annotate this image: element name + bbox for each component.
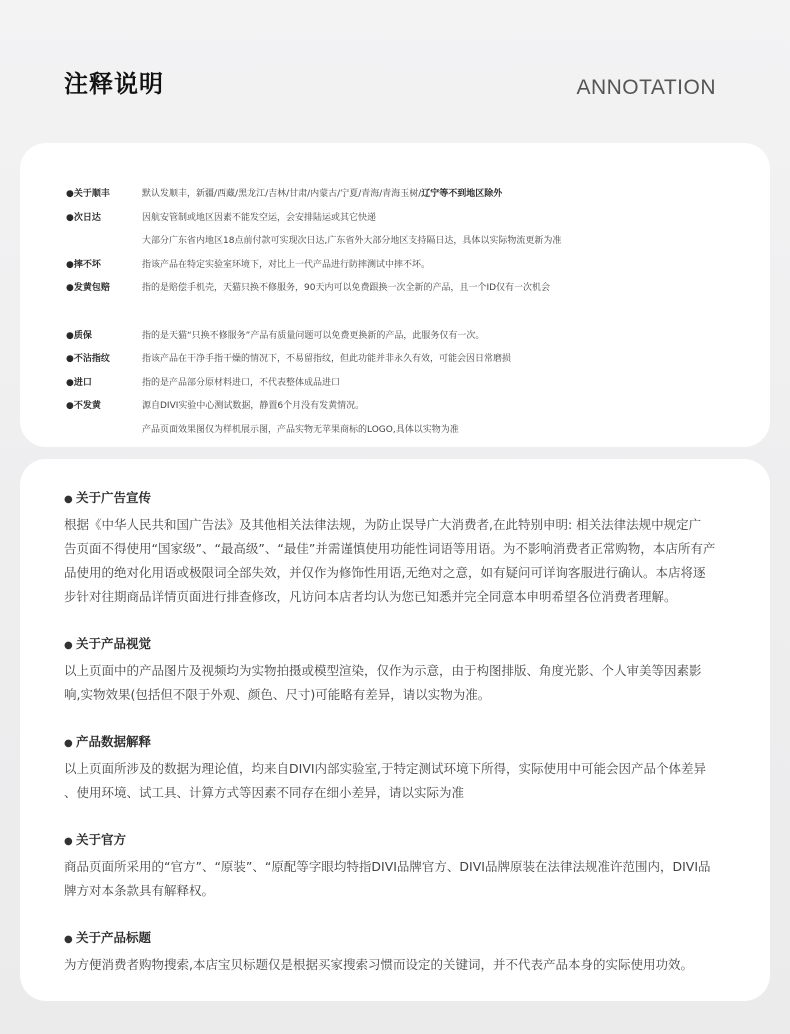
notice-section: [64, 729, 730, 805]
notice-body-line: 、使用环境、试工具、计算方式等因素不同存在细小差异，请以实际为准: [64, 785, 465, 800]
bullet-icon: ●: [66, 283, 74, 293]
notice-section-title-text: 产品数据解释: [76, 734, 152, 749]
term-label: [66, 325, 142, 349]
group-spacer: [66, 301, 770, 325]
term-description-text: 因航安管制或地区因素不能发空运，会安排陆运或其它快递: [142, 212, 377, 223]
bullet-icon: ●: [66, 259, 74, 270]
notice-body-line: 品使用的绝对化用语或极限词全部失效，并仅作为修饰性用语,无绝对之意，如有疑问可详询客服进行确认。本店将逐: [64, 565, 706, 580]
notice-section-title: [64, 485, 730, 513]
term-label-text: 进口: [73, 377, 92, 388]
term-description-text: 指的是赔偿手机壳，天猫只换不修服务，90天内可以免费跟换一次全新的产品，且一个ID仅有一次机会: [142, 283, 551, 293]
term-label-text: 不发黄: [73, 401, 101, 411]
notice-body-line: 根据《中华人民共和国广告法》及其他相关法律法规，为防止误导广大消费者,在此特别申明: 相关法律法规中规定广: [64, 517, 702, 532]
term-label: [66, 348, 142, 372]
bullet-icon: ●: [64, 738, 73, 749]
term-description-text: 指该产品在特定实验室环境下，对比上一代产品进行防摔测试中摔不坏。: [142, 259, 431, 270]
notice-section-title: [64, 631, 730, 659]
notice-body-line: 以上页面中的产品图片及视频均为实物拍摄或模型渲染，仅作为示意，由于构图排版、角度光影、个人审美等因素影: [64, 663, 702, 678]
term-row: [66, 325, 770, 349]
notice-section-body: [64, 953, 730, 977]
term-label-text: 发黄包赔: [73, 283, 110, 293]
notice-section: [64, 485, 730, 609]
term-row: [66, 254, 770, 278]
term-description: [142, 207, 376, 231]
term-label: [66, 277, 142, 301]
notice-section: [64, 827, 730, 903]
term-description: [142, 254, 430, 278]
notice-section-title: [64, 729, 730, 757]
term-description: [142, 395, 364, 419]
term-label-text: 摔不坏: [73, 259, 101, 270]
notice-body-line: 告页面不得使用“国家级”、“最高级”、“最佳”并需谨慎使用功能性词语等用语。为不影响消费者正常购物，本店所有产: [64, 541, 716, 556]
term-description: [142, 325, 484, 349]
term-description-text: 指的是产品部分原材料进口，不代表整体成品进口: [142, 377, 341, 388]
term-label: [66, 183, 142, 207]
notice-section-body: [64, 757, 730, 805]
term-label: [66, 207, 142, 231]
notice-section-body: [64, 659, 730, 707]
notice-section-body: [64, 513, 730, 609]
term-label: [66, 395, 142, 419]
term-label: [66, 254, 142, 278]
notice-section-body: [64, 855, 730, 903]
bullet-icon: ●: [64, 494, 73, 505]
term-extra-line: 产品页面效果图仅为样机展示图，产品实物无苹果商标的LOGO,具体以实物为准: [142, 424, 459, 435]
term-row: [66, 277, 770, 301]
bullet-icon: ●: [66, 212, 74, 223]
notice-body-line: 响,实物效果(包括但不限于外观、颜色、尺寸)可能略有差异，请以实物为准。: [64, 687, 491, 702]
bullet-icon: ●: [66, 189, 74, 199]
notice-section: [64, 631, 730, 707]
bullet-icon: ●: [64, 836, 73, 847]
term-label-text: 质保: [73, 330, 92, 341]
term-row: [66, 395, 770, 419]
term-row: [66, 348, 770, 372]
notice-body-line: 牌方对本条款具有解释权。: [64, 883, 215, 898]
bullet-icon: ●: [66, 401, 74, 411]
term-description: [142, 183, 502, 207]
notice-section: [64, 925, 730, 977]
term-description-text: 默认发顺丰，新疆/西藏/黑龙江/吉林/甘肃/内蒙古/宁夏/青海/青海玉树/: [142, 189, 422, 199]
term-label-text: 不沾指纹: [73, 354, 110, 364]
page-title: 注释说明: [64, 70, 164, 98]
bullet-icon: ●: [66, 330, 74, 341]
notice-body-line: 为方便消费者购物搜索,本店宝贝标题仅是根据买家搜索习惯而设定的关键词，并不代表产品本身的实际使用功效。: [64, 957, 693, 972]
notice-body-line: 步针对往期商品详情页面进行排查修改，凡访问本店者均认为您已知悉并完全同意本申明希望各位消费者理解。: [64, 589, 677, 604]
term-description-emphasis: 辽宁等不到地区除外: [421, 189, 503, 199]
term-row: [66, 183, 770, 207]
term-label: [66, 372, 142, 396]
notice-body-line: 以上页面所涉及的数据为理论值，均来自DIVI内部实验室,于特定测试环境下所得，实际使用中可能会因产品个体差异: [64, 761, 707, 776]
bullet-icon: ●: [64, 640, 73, 651]
notice-section-title: [64, 827, 730, 855]
bullet-icon: ●: [66, 354, 74, 364]
notice-section-title: [64, 925, 730, 953]
term-description-text: 源自DIVI实验中心测试数据，静置6个月没有发黄情况。: [142, 401, 365, 411]
term-description: [142, 372, 340, 396]
bullet-icon: ●: [64, 934, 73, 945]
term-label-text: 关于顺丰: [73, 189, 110, 199]
notice-body-line: 商品页面所采用的“官方”、“原装”、“原配等字眼均特指DIVI品牌官方、DIVI品牌原装在法律法规准许范围内，DIVI品: [64, 859, 711, 874]
bullet-icon: ●: [66, 377, 74, 388]
term-description: [142, 348, 511, 372]
notices-card: [20, 459, 770, 1001]
term-label-text: 次日达: [73, 212, 101, 223]
term-description: [142, 277, 550, 301]
notice-section-title-text: 关于官方: [76, 832, 127, 847]
notice-section-title-text: 关于产品视觉: [76, 636, 152, 651]
term-row: [66, 207, 770, 231]
term-row: [66, 372, 770, 396]
page-title-en: ANNOTATION: [576, 76, 716, 99]
terms-card: [20, 143, 770, 447]
term-extra-line: 大部分广东省内地区18点前付款可实现次日达,广东省外大部分地区支持隔日达，具体以实际物流更新为准: [142, 236, 562, 246]
notice-section-title-text: 关于广告宣传: [76, 490, 152, 505]
term-description-text: 指的是天猫“只换不修服务”产品有质量问题可以免费更换新的产品，此服务仅有一次。: [142, 330, 485, 341]
notice-section-title-text: 关于产品标题: [76, 930, 152, 945]
term-description-text: 指该产品在干净手指干燥的情况下，不易留指纹，但此功能并非永久有效，可能会因日常磨损: [142, 354, 512, 364]
